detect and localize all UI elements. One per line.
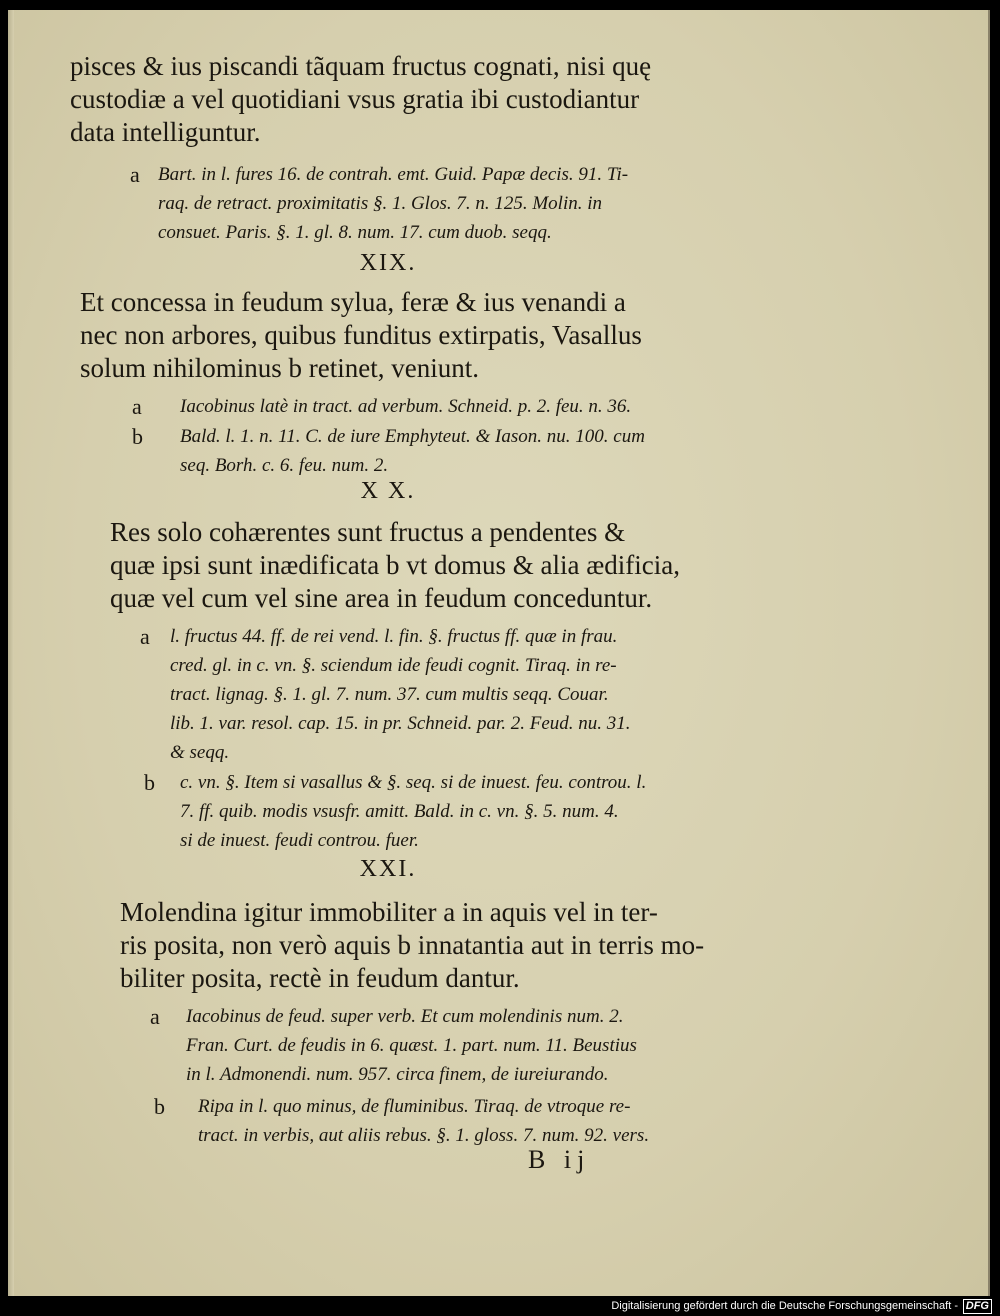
footnote-letter: a: [130, 162, 140, 187]
footer-credit: Digitalisierung gefördert durch die Deutsche Forschungsgemeinschaft -: [611, 1300, 958, 1312]
text-line: solum nihilominus b retinet, veniunt.: [80, 353, 479, 383]
footnote-letter: b: [154, 1094, 165, 1119]
text-line: Et concessa in feudum sylua, feræ & ius venandi a: [80, 287, 626, 317]
section-heading-xxi: XXI.: [359, 856, 417, 882]
footnote-letter: a: [140, 624, 150, 649]
footnote-a: [158, 160, 778, 247]
footnote-letter: b: [144, 770, 155, 795]
footnote-line: Ripa in l. quo minus, de fluminibus. Tiraq. de vtroque re-: [198, 1096, 631, 1117]
footnote-line: & seqq.: [170, 742, 230, 763]
footnote-letter: b: [132, 424, 143, 449]
footnote-line: si de inuest. feudi controu. fuer.: [180, 830, 419, 851]
paragraph-block-3: [110, 516, 770, 615]
text-line: quæ vel cum vel sine area in feudum conceduntur.: [110, 583, 653, 613]
paragraph-block-1: [70, 50, 730, 149]
footnote-line: consuet. Paris. §. 1. gl. 8. num. 17. cum duob. seqq.: [158, 222, 552, 243]
section-heading-xix: XIX.: [359, 250, 417, 276]
footnote-letter: a: [150, 1004, 160, 1029]
footnote-line: l. fructus 44. ff. de rei vend. l. fin. §. fructus ff. quæ in frau.: [170, 626, 618, 647]
document-page: [8, 10, 990, 1296]
footnote-line: tract. in verbis, aut aliis rebus. §. 1. gloss. 7. num. 92. vers.: [198, 1125, 650, 1146]
text-line: quæ ipsi sunt inædificata b vt domus & alia ædificia,: [110, 550, 680, 580]
dfg-logo: DFG: [963, 1299, 992, 1314]
text-line: custodiæ a vel quotidiani vsus gratia ibi custodiantur: [70, 84, 640, 114]
footnote-line: tract. lignag. §. 1. gl. 7. num. 37. cum multis seqq. Couar.: [170, 684, 609, 705]
paragraph-block-4: [120, 896, 780, 995]
footnote-line: c. vn. §. Item si vasallus & §. seq. si de inuest. feu. controu. l.: [180, 772, 647, 793]
text-line: data intelliguntur.: [70, 117, 261, 147]
footer-bar: [0, 1298, 1000, 1316]
footnote-letter: a: [132, 394, 142, 419]
section-heading-xx: X X.: [360, 478, 416, 504]
footnote-line: Iacobinus de feud. super verb. Et cum molendinis num. 2.: [186, 1006, 624, 1027]
text-line: Res solo cohærentes sunt fructus a pendentes &: [110, 517, 626, 547]
text-line: pisces & ius piscandi tãquam fructus cognati, nisi quę: [70, 51, 652, 81]
footnote-b: [180, 768, 800, 855]
footnote-line: seq. Borh. c. 6. feu. num. 2.: [180, 455, 389, 476]
footnote-a: [180, 392, 800, 421]
page-edge-shadow: [8, 10, 14, 1296]
footnote-b: [180, 422, 800, 480]
footnote-line: Iacobinus latè in tract. ad verbum. Schneid. p. 2. feu. n. 36.: [180, 396, 632, 417]
footnote-line: cred. gl. in c. vn. §. sciendum ide feudi cognit. Tiraq. in re-: [170, 655, 617, 676]
footnote-line: raq. de retract. proximitatis §. 1. Glos. 7. n. 125. Molin. in: [158, 193, 603, 214]
footnote-line: Fran. Curt. de feudis in 6. quæst. 1. part. num. 11. Beustius: [186, 1035, 637, 1056]
footnote-b: [198, 1092, 818, 1150]
footnote-line: Bald. l. 1. n. 11. C. de iure Emphyteut. & Iason. nu. 100. cum: [180, 426, 645, 447]
footnote-line: Bart. in l. fures 16. de contrah. emt. Guid. Papæ decis. 91. Ti-: [158, 164, 629, 185]
signature-mark: B ij: [528, 1145, 591, 1174]
footnote-a: [170, 622, 790, 767]
text-line: biliter posita, rectè in feudum dantur.: [120, 963, 520, 993]
footnote-line: in l. Admonendi. num. 957. circa finem, de iureiurando.: [186, 1064, 609, 1085]
text-line: nec non arbores, quibus funditus extirpatis, Vasallus: [80, 320, 642, 350]
text-line: Molendina igitur immobiliter a in aquis vel in ter-: [120, 897, 658, 927]
footnote-a: [186, 1002, 806, 1089]
footnote-line: lib. 1. var. resol. cap. 15. in pr. Schneid. par. 2. Feud. nu. 31.: [170, 713, 631, 734]
text-line: ris posita, non verò aquis b innatantia aut in terris mo-: [120, 930, 705, 960]
paragraph-block-2: [80, 286, 740, 385]
footnote-line: 7. ff. quib. modis vsusfr. amitt. Bald. in c. vn. §. 5. num. 4.: [180, 801, 619, 822]
